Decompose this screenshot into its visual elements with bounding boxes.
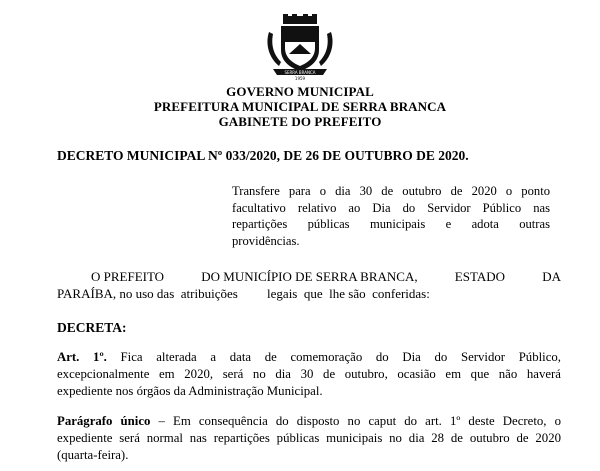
article-text: Fica alterada a data de comemoração do Dia do Servidor Público, xyxy=(106,350,561,364)
paragraph-label: Parágrafo único xyxy=(57,414,151,428)
decree-summary xyxy=(232,183,550,249)
preamble-line-2: PARAÍBA, no uso das atribuições legais que lhe são conferidas: xyxy=(57,286,430,301)
sole-paragraph xyxy=(57,413,561,464)
article-label: Art. 1º. xyxy=(57,350,107,364)
article-line: excepcionalmente em 2020, será no dia 30 de outubro, ocasião em que não haverá xyxy=(57,367,561,381)
preamble-word: ESTADO xyxy=(454,269,506,284)
summary-line: Transfere para o dia 30 de outubro de 2020 o ponto xyxy=(232,184,550,198)
seal-banner-text: SERRA BRANCA xyxy=(284,70,316,75)
summary-line: repartições públicas municipais e adota outras xyxy=(232,217,550,231)
article-line xyxy=(57,349,561,366)
paragraph-text: – Em consequência do disposto no caput do art. 1º deste Decreto, o xyxy=(150,414,562,428)
preamble xyxy=(57,268,561,302)
paragraph-line: expediente será normal nas repartições públicas municipais no dia 28 de outubro de 2020 xyxy=(57,431,561,445)
article-1 xyxy=(57,349,561,400)
decree-title: DECRETO MUNICIPAL Nº 033/2020, DE 26 DE OUTUBRO DE 2020. xyxy=(57,148,469,163)
paragraph-line: (quarta-feira). xyxy=(57,448,129,462)
preamble-word: DA xyxy=(542,269,561,284)
seal-year: 1959 xyxy=(294,76,306,80)
preamble-word: O PREFEITO xyxy=(91,269,165,284)
summary-line: facultativo relativo ao Dia do Servidor Público nas xyxy=(232,200,550,215)
preamble-word: DO MUNICÍPIO DE SERRA BRANCA, xyxy=(201,269,418,284)
paragraph-line xyxy=(57,413,561,430)
header-gabinete: GABINETE DO PREFEITO xyxy=(218,114,382,129)
coat-of-arms-icon xyxy=(263,14,337,80)
summary-line: providências. xyxy=(232,233,300,248)
header-government: GOVERNO MUNICIPAL xyxy=(226,84,374,99)
header-prefeitura: PREFEITURA MUNICIPAL DE SERRA BRANCA xyxy=(153,99,447,114)
decreta-heading: DECRETA: xyxy=(57,320,127,335)
article-line: expediente nos órgãos da Administração Municipal. xyxy=(57,384,323,398)
preamble-line-1 xyxy=(57,268,561,285)
